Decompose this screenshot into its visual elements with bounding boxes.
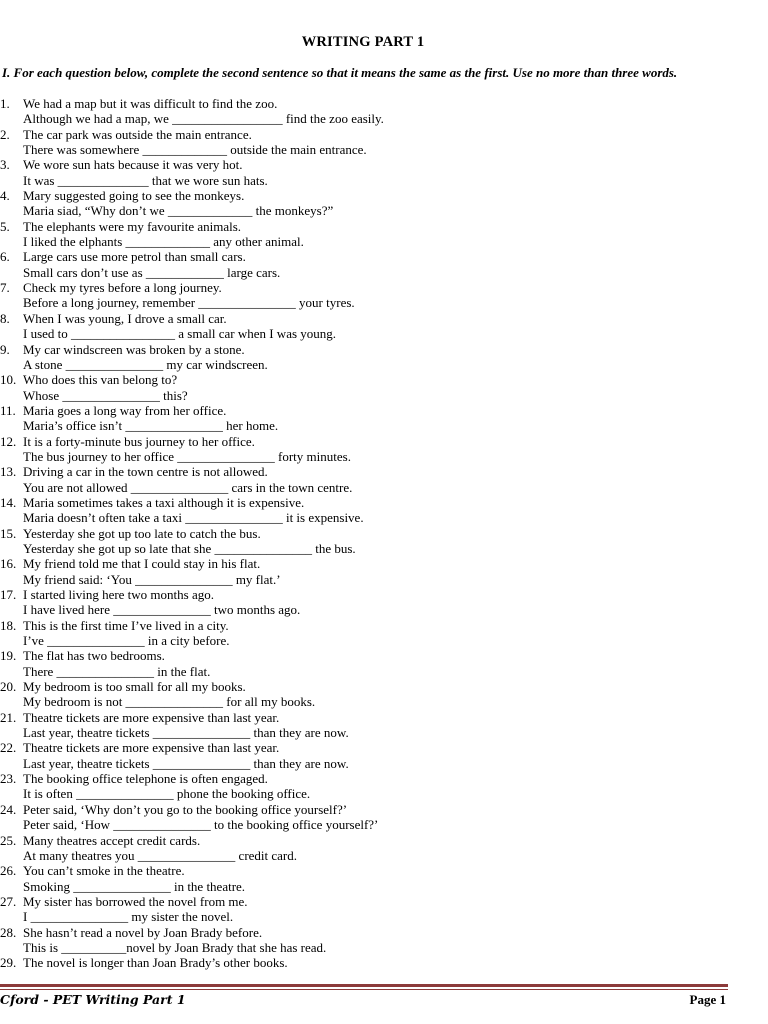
question-rewrite-sentence: It is often _______________ phone the booking office. — [23, 786, 311, 802]
question-number: 9. — [0, 341, 10, 357]
question-original-sentence: We had a map but it was difficult to find the zoo. — [23, 96, 278, 111]
question-rewrite-sentence: I have lived here _______________ two months ago. — [23, 602, 301, 618]
question-item — [0, 556, 760, 587]
question-number: 5. — [0, 218, 10, 234]
question-item — [0, 219, 760, 250]
question-original-sentence: Maria sometimes takes a taxi although it is expensive. — [23, 494, 305, 510]
question-original-sentence: I started living here two months ago. — [23, 587, 214, 602]
question-item — [0, 833, 760, 864]
question-rewrite-sentence: There _______________ in the flat. — [23, 663, 211, 679]
question-item — [0, 618, 760, 649]
question-original-sentence: The novel is longer than Joan Brady’s other books. — [23, 955, 288, 971]
question-original-sentence: It is a forty-minute bus journey to her office. — [23, 433, 255, 449]
question-item — [0, 157, 760, 188]
question-original-sentence: Yesterday she got up too late to catch the bus. — [23, 525, 261, 541]
question-rewrite-sentence: Small cars don’t use as ____________ large cars. — [23, 264, 281, 280]
question-original-sentence: The elephants were my favourite animals. — [23, 218, 242, 234]
question-number: 22. — [0, 740, 17, 756]
question-number: 19. — [0, 648, 17, 664]
question-rewrite-sentence: Smoking _______________ in the theatre. — [23, 878, 246, 894]
question-item — [0, 249, 760, 280]
question-rewrite-sentence: I’ve _______________ in a city before. — [23, 633, 230, 649]
question-rewrite-sentence: Whose _______________ this? — [23, 387, 188, 403]
question-item — [0, 740, 760, 771]
question-number: 7. — [0, 280, 10, 296]
question-item — [0, 96, 760, 127]
page-title: WRITING PART 1 — [301, 34, 425, 50]
question-original-sentence: My friend told me that I could stay in his flat. — [23, 556, 261, 572]
question-rewrite-sentence: The bus journey to her office _______________ forty minutes. — [23, 448, 351, 464]
question-item — [0, 894, 760, 925]
question-rewrite-sentence: I _______________ my sister the novel. — [23, 909, 234, 925]
question-number: 2. — [0, 126, 10, 142]
question-rewrite-sentence: This is __________novel by Joan Brady that she has read. — [23, 939, 327, 955]
question-number: 1. — [0, 96, 10, 111]
question-original-sentence: Check my tyres before a long journey. — [23, 280, 222, 296]
question-item — [0, 495, 760, 526]
question-number: 17. — [0, 587, 17, 602]
question-original-sentence: The car park was outside the main entrance. — [23, 126, 252, 142]
question-number: 27. — [0, 893, 17, 909]
question-item — [0, 955, 760, 970]
question-item — [0, 648, 760, 679]
footer-rule — [0, 984, 728, 987]
question-rewrite-sentence: Peter said, ‘How _______________ to the booking office yourself?’ — [23, 817, 379, 833]
question-number: 13. — [0, 464, 17, 480]
question-number: 28. — [0, 924, 17, 940]
question-original-sentence: Many theatres accept credit cards. — [23, 832, 201, 848]
question-rewrite-sentence: Before a long journey, remember _______________ your tyres. — [23, 295, 355, 311]
question-number: 4. — [0, 188, 10, 204]
question-item — [0, 679, 760, 710]
question-original-sentence: The flat has two bedrooms. — [23, 648, 165, 664]
question-rewrite-sentence: Yesterday she got up so late that she _______________ the bus. — [23, 540, 356, 556]
question-rewrite-sentence: Although we had a map, we _________________ find the zoo easily. — [23, 111, 384, 127]
question-item — [0, 434, 760, 465]
question-number: 11. — [0, 402, 16, 418]
question-number: 18. — [0, 617, 17, 633]
question-original-sentence: The booking office telephone is often engaged. — [23, 771, 268, 787]
question-rewrite-sentence: Maria’s office isn’t _______________ her home. — [23, 418, 279, 434]
question-number: 6. — [0, 249, 10, 265]
question-original-sentence: Who does this van belong to? — [23, 372, 178, 388]
question-original-sentence: Mary suggested going to see the monkeys. — [23, 188, 245, 204]
question-rewrite-sentence: Last year, theatre tickets _______________ than they are now. — [23, 755, 349, 771]
question-item — [0, 802, 760, 833]
question-original-sentence: Maria goes a long way from her office. — [23, 402, 227, 418]
question-number: 14. — [0, 494, 17, 510]
question-number: 21. — [0, 709, 17, 725]
question-original-sentence: My bedroom is too small for all my books. — [23, 679, 246, 695]
footer-title: Cford - PET Writing Part 1 — [0, 992, 186, 1007]
question-item — [0, 342, 760, 373]
question-item — [0, 280, 760, 311]
question-original-sentence: When I was young, I drove a small car. — [23, 310, 227, 326]
question-item — [0, 526, 760, 557]
question-item — [0, 587, 760, 618]
question-number: 16. — [0, 556, 17, 572]
question-original-sentence: You can’t smoke in the theatre. — [23, 863, 185, 879]
question-item — [0, 403, 760, 434]
question-number: 8. — [0, 310, 10, 326]
question-number: 23. — [0, 771, 17, 787]
question-rewrite-sentence: I used to ________________ a small car when I was young. — [23, 326, 337, 342]
question-item — [0, 372, 760, 403]
question-item — [0, 771, 760, 802]
question-item — [0, 464, 760, 495]
question-rewrite-sentence: Last year, theatre tickets _______________ than they are now. — [23, 725, 349, 741]
question-original-sentence: Theatre tickets are more expensive than last year. — [23, 709, 280, 725]
question-item — [0, 863, 760, 894]
question-rewrite-sentence: My bedroom is not _______________ for all my books. — [23, 694, 316, 710]
question-original-sentence: My sister has borrowed the novel from me. — [23, 893, 248, 909]
page-number: Page 1 — [689, 992, 726, 1007]
question-rewrite-sentence: It was ______________ that we wore sun hats. — [23, 172, 268, 188]
question-rewrite-sentence: You are not allowed _______________ cars in the town centre. — [23, 479, 353, 495]
question-original-sentence: Theatre tickets are more expensive than last year. — [23, 740, 280, 756]
question-rewrite-sentence: A stone _______________ my car windscreen. — [23, 356, 268, 372]
question-original-sentence: Large cars use more petrol than small cars. — [23, 249, 246, 265]
question-number: 25. — [0, 832, 17, 848]
question-item — [0, 925, 760, 956]
question-rewrite-sentence: There was somewhere _____________ outside the main entrance. — [23, 142, 367, 158]
question-number: 15. — [0, 525, 17, 541]
question-rewrite-sentence: At many theatres you _______________ credit card. — [23, 847, 298, 863]
question-original-sentence: Peter said, ‘Why don’t you go to the booking office yourself?’ — [23, 801, 348, 817]
question-original-sentence: This is the first time I’ve lived in a city. — [23, 617, 229, 633]
question-item — [0, 188, 760, 219]
footer-rule-thin — [0, 989, 728, 990]
question-number: 12. — [0, 433, 17, 449]
question-item — [0, 710, 760, 741]
question-number: 20. — [0, 679, 17, 695]
question-number: 10. — [0, 372, 17, 388]
question-number: 26. — [0, 863, 17, 879]
question-list — [0, 96, 760, 971]
question-rewrite-sentence: Maria siad, “Why don’t we _____________ the monkeys?” — [23, 203, 334, 219]
question-original-sentence: We wore sun hats because it was very hot. — [23, 157, 243, 173]
question-original-sentence: Driving a car in the town centre is not allowed. — [23, 464, 268, 480]
question-item — [0, 127, 760, 158]
question-number: 29. — [0, 955, 17, 971]
question-original-sentence: My car windscreen was broken by a stone. — [23, 341, 245, 357]
question-item — [0, 311, 760, 342]
question-number: 24. — [0, 801, 17, 817]
question-rewrite-sentence: Maria doesn’t often take a taxi _______________ it is expensive. — [23, 510, 364, 526]
question-original-sentence: She hasn’t read a novel by Joan Brady before. — [23, 924, 263, 940]
instruction-text: I. For each question below, complete the second sentence so that it means the same as the first. Use no more than three words. — [2, 65, 678, 80]
question-number: 3. — [0, 157, 10, 173]
question-rewrite-sentence: I liked the elphants _____________ any other animal. — [23, 234, 304, 250]
question-rewrite-sentence: My friend said: ‘You _______________ my flat.’ — [23, 571, 281, 587]
